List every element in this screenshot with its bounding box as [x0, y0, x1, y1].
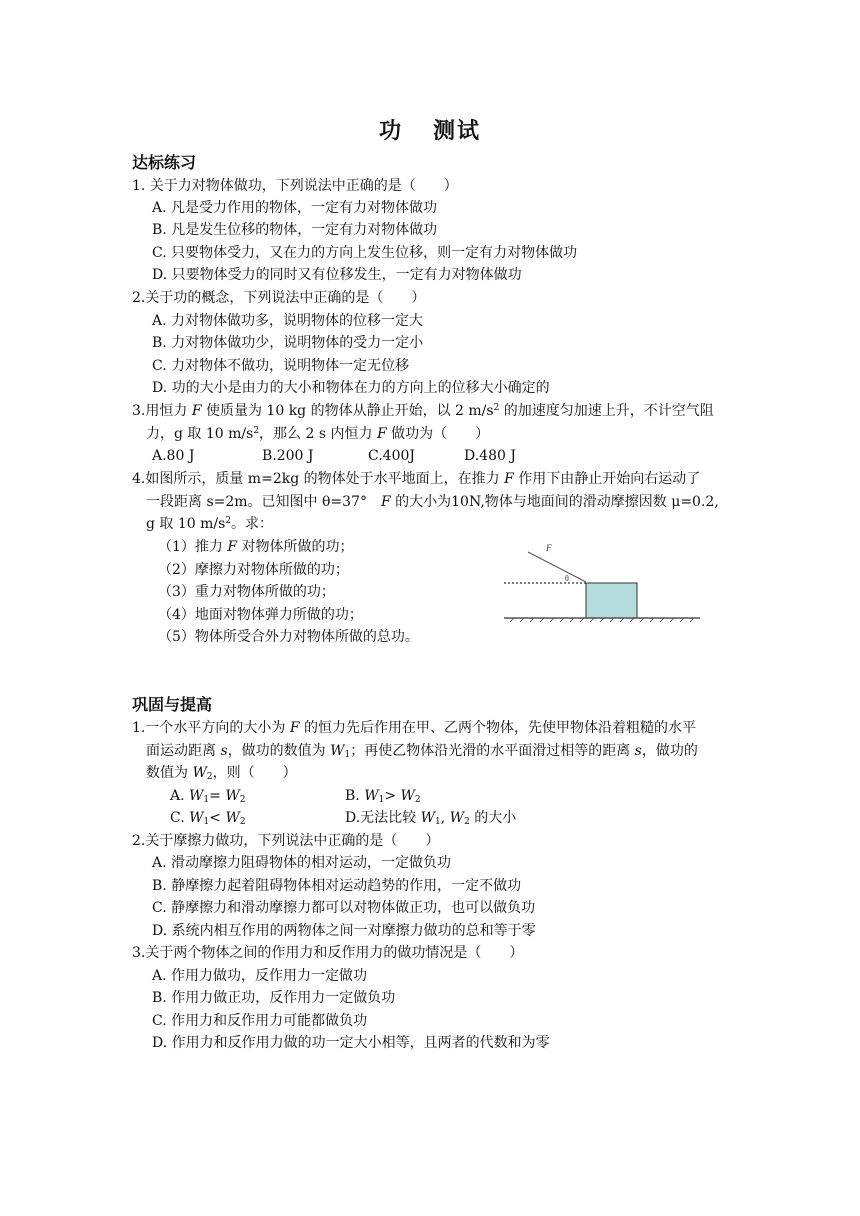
advanced-question-1-option-b: B. $W_1> W_2$ — [345, 788, 421, 805]
question-1-stem: 1. 关于力对物体做功，下列说法中正确的是（ ） — [132, 178, 458, 194]
advanced-question-1-option-a: A. $W_1= W_2$ — [170, 788, 246, 805]
question-2-option-a: A. 力对物体做功多，说明物体的位移一定大 — [152, 313, 424, 329]
advanced-question-2-stem: 2.关于摩擦力做功，下列说法中正确的是（ ） — [132, 833, 440, 849]
question-2-option-c: C. 力对物体不做功，说明物体一定无位移 — [152, 358, 410, 374]
force-label: F — [546, 543, 552, 553]
section-heading-practice: 达标练习 — [132, 153, 197, 172]
question-1-option-b: B. 凡是发生位移的物体，一定有力对物体做功 — [152, 222, 438, 238]
question-2-option-d: D. 功的大小是由力的大小和物体在力的方向上的位移大小确定的 — [152, 380, 550, 396]
advanced-question-2-option-c: C. 静摩擦力和滑动摩擦力都可以对物体做正功，也可以做负功 — [152, 900, 536, 916]
advanced-question-2-option-b: B. 静摩擦力起着阻碍物体相对运动趋势的作用，一定不做功 — [152, 878, 522, 894]
advanced-question-1-option-d: D.无法比较 $W_1$, $W_2$ 的大小 — [345, 810, 517, 827]
section-heading-advanced: 巩固与提高 — [132, 695, 213, 714]
question-4-stem-line-1: 4.如图所示，质量 m=2kg 的物体处于水平地面上，在推力 F 作用下由静止开始向右运动了 — [132, 471, 701, 487]
question-4-sub-1: （1）推力 F 对物体所做的功； — [158, 539, 354, 555]
advanced-question-1-line-2: 面运动距离 s，做功的数值为 $W_1$；再使乙物体沿光滑的水平面滑过相等的距离 s，做功的 — [146, 743, 698, 760]
question-1-option-d: D. 只要物体受力的同时又有位移发生，一定有力对物体做功 — [152, 267, 522, 283]
force-line — [528, 552, 586, 582]
question-3-option-b: B.200 J — [262, 448, 314, 464]
question-1-option-a: A. 凡是受力作用的物体，一定有力对物体做功 — [152, 200, 438, 216]
question-3-option-d: D.480 J — [464, 448, 516, 464]
question-3-stem-line-1: 3.用恒力 F 使质量为 10 kg 的物体从静止开始，以 2 $m/s^2$ 的加速度匀加速上升，不计空气阻 — [132, 403, 714, 419]
question-4-sub-5: （5）物体所受合外力对物体所做的总功。 — [158, 629, 419, 645]
question-3-stem-line-2: 力，g 取 10 $m/s^2$，那么 2 s 内恒力 F 做功为（ ） — [146, 426, 490, 442]
page-title — [0, 114, 860, 145]
question-4-stem-line-2: 一段距离 s=2m。已知图中 θ=37° F 的大小为10N,物体与地面间的滑动摩擦因数 μ=0.2, — [146, 494, 719, 510]
force-diagram — [500, 538, 705, 628]
question-4-sub-3: （3）重力对物体所做的功； — [158, 584, 335, 600]
advanced-question-2-option-a: A. 滑动摩擦力阻碍物体的相对运动，一定做负功 — [152, 855, 452, 871]
advanced-question-1-option-c: C. $W_1< W_2$ — [170, 810, 246, 827]
title-word-2: 测试 — [433, 118, 482, 144]
title-word-1: 功 — [378, 118, 403, 144]
question-2-stem: 2.关于功的概念，下列说法中正确的是（ ） — [132, 290, 426, 306]
block — [586, 583, 637, 618]
advanced-question-3-option-a: A. 作用力做功，反作用力一定做功 — [152, 968, 368, 984]
question-4-sub-2: （2）摩擦力对物体所做的功； — [158, 562, 349, 578]
advanced-question-2-option-d: D. 系统内相互作用的两物体之间一对摩擦力做功的总和等于零 — [152, 923, 536, 939]
advanced-question-3-option-b: B. 作用力做正功，反作用力一定做负功 — [152, 990, 396, 1006]
advanced-question-3-option-c: C. 作用力和反作用力可能都做负功 — [152, 1013, 368, 1029]
question-4-sub-4: （4）地面对物体弹力所做的功； — [158, 607, 363, 623]
question-4-stem-line-3: g 取 10 $m/s^2$。求： — [146, 516, 274, 532]
question-3-option-c: C.400J — [368, 448, 415, 464]
question-3-option-a: A.80 J — [152, 448, 195, 464]
advanced-question-1-line-1: 1.一个水平方向的大小为 F 的恒力先后作用在甲、乙两个物体，先使甲物体沿着粗糙的水平 — [132, 720, 696, 736]
advanced-question-1-line-3: 数值为 $W_2$，则（ ） — [146, 765, 297, 782]
advanced-question-3-option-d: D. 作用力和反作用力做的功一定大小相等，且两者的代数和为零 — [152, 1035, 550, 1051]
question-1-option-c: C. 只要物体受力，又在力的方向上发生位移，则一定有力对物体做功 — [152, 245, 578, 261]
advanced-question-3-stem: 3.关于两个物体之间的作用力和反作用力的做功情况是（ ） — [132, 945, 524, 961]
angle-label: θ — [565, 574, 569, 583]
question-2-option-b: B. 力对物体做功少，说明物体的受力一定小 — [152, 335, 424, 351]
